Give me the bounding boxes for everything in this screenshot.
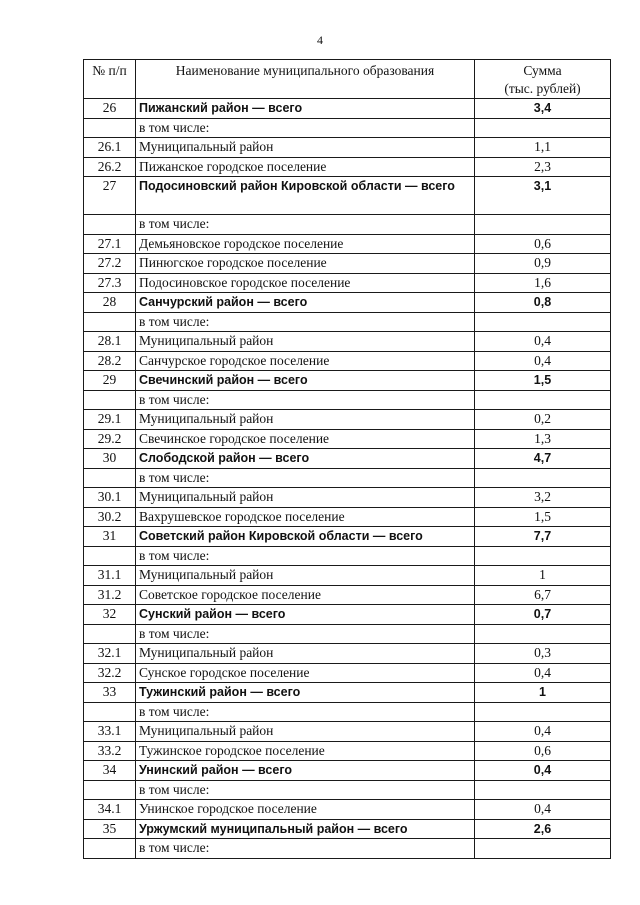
row-name-cell: Пижанский район — всего: [136, 99, 475, 119]
row-sum-cell: 0,8: [475, 293, 611, 313]
row-name-cell: Муниципальный район: [136, 410, 475, 430]
row-number-cell: 34: [84, 761, 136, 781]
row-sum-cell: 0,9: [475, 254, 611, 274]
row-name-cell: в том числе:: [136, 312, 475, 332]
header-name: Наименование муниципального образования: [136, 60, 475, 99]
row-number-cell: 27.1: [84, 234, 136, 254]
row-sum-cell: 0,4: [475, 800, 611, 820]
row-name-cell: Тужинское городское поселение: [136, 741, 475, 761]
row-sum-cell: 1,6: [475, 273, 611, 293]
table-row: [84, 429, 611, 449]
table-row: [84, 663, 611, 683]
row-name-cell: в том числе:: [136, 839, 475, 859]
table-body: [84, 99, 611, 859]
row-number-cell: 33.1: [84, 722, 136, 742]
row-number-cell: [84, 702, 136, 722]
row-sum-cell: [475, 780, 611, 800]
allocation-table: [83, 59, 611, 859]
row-number-cell: 29.2: [84, 429, 136, 449]
row-sum-cell: 0,2: [475, 410, 611, 430]
table-row: [84, 683, 611, 703]
row-name-cell: Сунское городское поселение: [136, 663, 475, 683]
row-sum-cell: [475, 702, 611, 722]
row-sum-cell: [475, 312, 611, 332]
table-row: [84, 741, 611, 761]
row-name-cell: Демьяновское городское поселение: [136, 234, 475, 254]
row-name-cell: Тужинский район — всего: [136, 683, 475, 703]
table-row: [84, 410, 611, 430]
row-number-cell: 35: [84, 819, 136, 839]
row-number-cell: 31.2: [84, 585, 136, 605]
table-row: [84, 177, 611, 215]
row-sum-cell: 7,7: [475, 527, 611, 547]
row-number-cell: 29.1: [84, 410, 136, 430]
table-row: [84, 215, 611, 235]
row-number-cell: 30.1: [84, 488, 136, 508]
row-name-cell: Свечинское городское поселение: [136, 429, 475, 449]
row-name-cell: Муниципальный район: [136, 644, 475, 664]
table-row: [84, 254, 611, 274]
row-sum-cell: 0,7: [475, 605, 611, 625]
table-row: [84, 273, 611, 293]
row-name-cell: в том числе:: [136, 118, 475, 138]
row-sum-cell: 6,7: [475, 585, 611, 605]
row-sum-cell: 2,6: [475, 819, 611, 839]
table-row: [84, 761, 611, 781]
row-number-cell: [84, 390, 136, 410]
row-name-cell: Муниципальный район: [136, 566, 475, 586]
table-row: [84, 839, 611, 859]
row-name-cell: Слободской район — всего: [136, 449, 475, 469]
table-row: [84, 468, 611, 488]
row-name-cell: Свечинский район — всего: [136, 371, 475, 391]
row-sum-cell: 1,5: [475, 507, 611, 527]
row-name-cell: Унинское городское поселение: [136, 800, 475, 820]
row-name-cell: Муниципальный район: [136, 488, 475, 508]
row-sum-cell: [475, 839, 611, 859]
table-row: [84, 312, 611, 332]
row-number-cell: 30: [84, 449, 136, 469]
row-name-cell: Санчурский район — всего: [136, 293, 475, 313]
table-row: [84, 780, 611, 800]
table-row: [84, 371, 611, 391]
table-row: [84, 624, 611, 644]
row-number-cell: 27: [84, 177, 136, 215]
row-number-cell: 32.2: [84, 663, 136, 683]
table-row: [84, 488, 611, 508]
row-sum-cell: 3,2: [475, 488, 611, 508]
row-name-cell: в том числе:: [136, 546, 475, 566]
row-number-cell: 28.2: [84, 351, 136, 371]
table-row: [84, 157, 611, 177]
row-number-cell: 28: [84, 293, 136, 313]
row-number-cell: 29: [84, 371, 136, 391]
table-row: [84, 99, 611, 119]
table-row: [84, 819, 611, 839]
row-number-cell: 26: [84, 99, 136, 119]
row-name-cell: Подосиновский район Кировской области — всего: [136, 177, 475, 215]
row-sum-cell: 0,6: [475, 234, 611, 254]
row-number-cell: [84, 780, 136, 800]
row-name-cell: Вахрушевское городское поселение: [136, 507, 475, 527]
row-sum-cell: 1: [475, 683, 611, 703]
page-number: 4: [317, 33, 323, 47]
row-sum-cell: 1: [475, 566, 611, 586]
row-number-cell: 31: [84, 527, 136, 547]
row-sum-cell: 4,7: [475, 449, 611, 469]
row-sum-cell: [475, 546, 611, 566]
row-number-cell: 27.3: [84, 273, 136, 293]
row-number-cell: 33: [84, 683, 136, 703]
table-row: [84, 800, 611, 820]
row-number-cell: 32.1: [84, 644, 136, 664]
row-number-cell: [84, 118, 136, 138]
row-sum-cell: [475, 215, 611, 235]
table-row: [84, 527, 611, 547]
row-name-cell: Пижанское городское поселение: [136, 157, 475, 177]
table-row: [84, 138, 611, 158]
row-sum-cell: 0,4: [475, 761, 611, 781]
row-number-cell: 34.1: [84, 800, 136, 820]
row-name-cell: Советское городское поселение: [136, 585, 475, 605]
row-sum-cell: 0,4: [475, 663, 611, 683]
row-sum-cell: [475, 624, 611, 644]
table-row: [84, 585, 611, 605]
row-name-cell: Муниципальный район: [136, 722, 475, 742]
row-name-cell: Муниципальный район: [136, 332, 475, 352]
row-name-cell: Пинюгское городское поселение: [136, 254, 475, 274]
row-number-cell: 26.1: [84, 138, 136, 158]
table-row: [84, 605, 611, 625]
row-name-cell: Советский район Кировской области — всего: [136, 527, 475, 547]
table-header-row: [84, 60, 611, 99]
row-name-cell: Подосиновское городское поселение: [136, 273, 475, 293]
row-sum-cell: 1,1: [475, 138, 611, 158]
table-row: [84, 644, 611, 664]
row-sum-cell: 3,4: [475, 99, 611, 119]
row-name-cell: в том числе:: [136, 468, 475, 488]
header-sum-line1: Сумма: [523, 63, 562, 78]
row-sum-cell: [475, 390, 611, 410]
table-row: [84, 449, 611, 469]
row-name-cell: в том числе:: [136, 624, 475, 644]
table-row: [84, 332, 611, 352]
table-row: [84, 390, 611, 410]
row-name-cell: Санчурское городское поселение: [136, 351, 475, 371]
row-number-cell: [84, 624, 136, 644]
row-sum-cell: 3,1: [475, 177, 611, 215]
row-name-cell: в том числе:: [136, 390, 475, 410]
row-name-cell: Сунский район — всего: [136, 605, 475, 625]
row-sum-cell: 0,4: [475, 722, 611, 742]
row-name-cell: Уржумский муниципальный район — всего: [136, 819, 475, 839]
row-name-cell: в том числе:: [136, 215, 475, 235]
row-number-cell: [84, 215, 136, 235]
row-sum-cell: 0,4: [475, 351, 611, 371]
row-number-cell: 27.2: [84, 254, 136, 274]
table-row: [84, 351, 611, 371]
row-number-cell: [84, 546, 136, 566]
row-number-cell: 31.1: [84, 566, 136, 586]
row-number-cell: 28.1: [84, 332, 136, 352]
table-row: [84, 507, 611, 527]
row-number-cell: 30.2: [84, 507, 136, 527]
header-num: № п/п: [84, 60, 136, 99]
header-sum: [475, 60, 611, 99]
row-number-cell: 26.2: [84, 157, 136, 177]
row-number-cell: 32: [84, 605, 136, 625]
row-sum-cell: 2,3: [475, 157, 611, 177]
row-sum-cell: 0,3: [475, 644, 611, 664]
row-name-cell: в том числе:: [136, 780, 475, 800]
row-sum-cell: 1,3: [475, 429, 611, 449]
table-row: [84, 566, 611, 586]
row-sum-cell: 0,6: [475, 741, 611, 761]
table-row: [84, 702, 611, 722]
header-sum-line2: (тыс. рублей): [504, 81, 581, 96]
table-row: [84, 118, 611, 138]
row-number-cell: [84, 312, 136, 332]
row-sum-cell: 0,4: [475, 332, 611, 352]
row-sum-cell: [475, 468, 611, 488]
table-row: [84, 293, 611, 313]
table-row: [84, 234, 611, 254]
row-sum-cell: [475, 118, 611, 138]
row-sum-cell: 1,5: [475, 371, 611, 391]
row-number-cell: 33.2: [84, 741, 136, 761]
row-name-cell: Унинский район — всего: [136, 761, 475, 781]
table-row: [84, 546, 611, 566]
row-number-cell: [84, 468, 136, 488]
row-name-cell: в том числе:: [136, 702, 475, 722]
row-number-cell: [84, 839, 136, 859]
table-row: [84, 722, 611, 742]
row-name-cell: Муниципальный район: [136, 138, 475, 158]
